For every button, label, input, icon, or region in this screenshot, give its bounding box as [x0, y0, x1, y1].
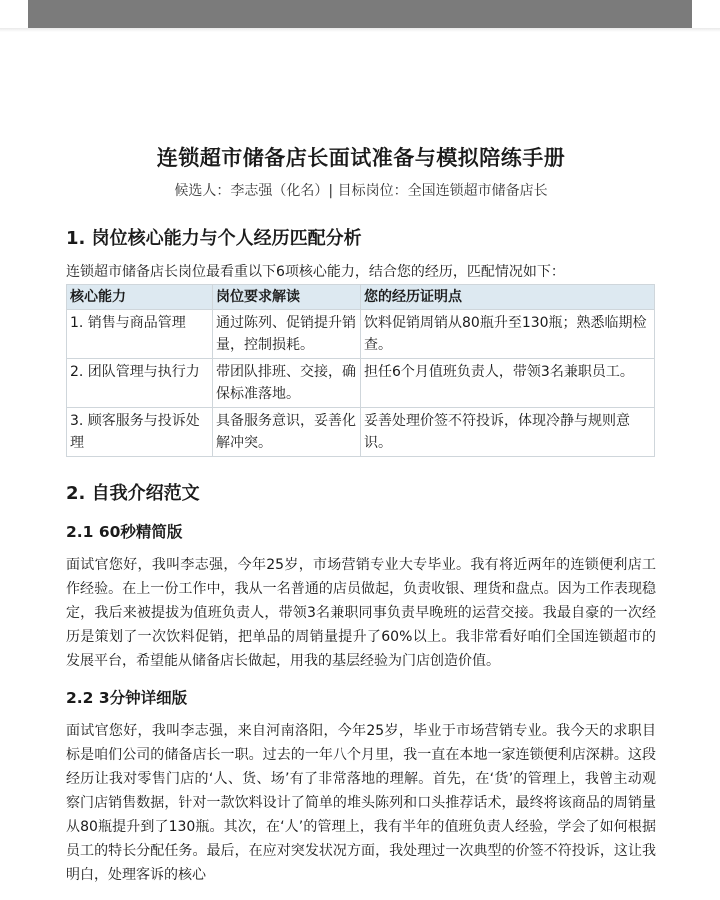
table-row — [67, 408, 655, 457]
table-cell: 3. 顾客服务与投诉处理 — [67, 408, 213, 457]
document-page — [66, 140, 656, 887]
intro-60s-text: 面试官您好，我叫李志强，今年25岁，市场营销专业大专毕业。我有将近两年的连锁便利店工作经验。在上一份工作中，我从一名普通的店员做起，负责收银、理货和盘点。因为工作表现稳定，我后来被提拔为值班负责人，带领3名兼职同事负责早晚班的运营交接。我最自豪的一次经历是策划了一次饮料促销，把单品的周销量提升了60%以上。我非常看好咱们全国连锁超市的发展平台，希望能从储备店长做起，用我的基层经验为门店创造价值。 — [66, 557, 656, 669]
document-subtitle: 候选人：李志强（化名）| 目标岗位：全国连锁超市储备店长 — [174, 183, 548, 199]
section-1-heading: 1. 岗位核心能力与个人经历匹配分析 — [66, 228, 362, 249]
table-header-row — [67, 285, 655, 310]
table-cell: 具备服务意识，妥善化解冲突。 — [213, 408, 361, 457]
top-bar-shadow — [0, 28, 720, 32]
table-cell: 饮料促销周销从80瓶升至130瓶；熟悉临期检查。 — [361, 310, 655, 359]
top-bar — [28, 0, 692, 28]
table-header-cell: 核心能力 — [67, 285, 213, 310]
subsection-2-2-heading: 2.2 3分钟详细版 — [66, 689, 188, 707]
table-header-cell: 您的经历证明点 — [361, 285, 655, 310]
table-row — [67, 310, 655, 359]
competency-match-table — [66, 284, 655, 457]
table-row — [67, 359, 655, 408]
table-cell: 2. 团队管理与执行力 — [67, 359, 213, 408]
table-header-cell: 岗位要求解读 — [213, 285, 361, 310]
table-cell: 担任6个月值班负责人，带领3名兼职员工。 — [361, 359, 655, 408]
section-2-heading: 2. 自我介绍范文 — [66, 483, 200, 504]
intro-3min-text: 面试官您好，我叫李志强，来自河南洛阳，今年25岁，毕业于市场营销专业。我今天的求职目标是咱们公司的储备店长一职。过去的一年八个月里，我一直在本地一家连锁便利店深耕。这段经历让我对零售门店的‘人、货、场’有了非常落地的理解。首先，在‘货’的管理上，我曾主动观察门店销售数据，针对一款饮料设计了简单的堆头陈列和口头推荐话术，最终将该商品的周销量从80瓶提升到了130瓶。其次，在‘人’的管理上，我有半年的值班负责人经验，学会了如何根据员工的特长分配任务。最后，在应对突发状况方面，我处理过一次典型的价签不符投诉，这让我明白，处理客诉的核心 — [66, 723, 656, 883]
document-title: 连锁超市储备店长面试准备与模拟陪练手册 — [156, 146, 566, 170]
section-1-intro: 连锁超市储备店长岗位最看重以下6项核心能力，结合您的经历，匹配情况如下： — [66, 264, 565, 280]
table-cell: 1. 销售与商品管理 — [67, 310, 213, 359]
table-cell: 妥善处理价签不符投诉，体现冷静与规则意识。 — [361, 408, 655, 457]
subsection-2-1-heading: 2.1 60秒精简版 — [66, 523, 183, 541]
table-cell: 带团队排班、交接，确保标准落地。 — [213, 359, 361, 408]
table-cell: 通过陈列、促销提升销量，控制损耗。 — [213, 310, 361, 359]
